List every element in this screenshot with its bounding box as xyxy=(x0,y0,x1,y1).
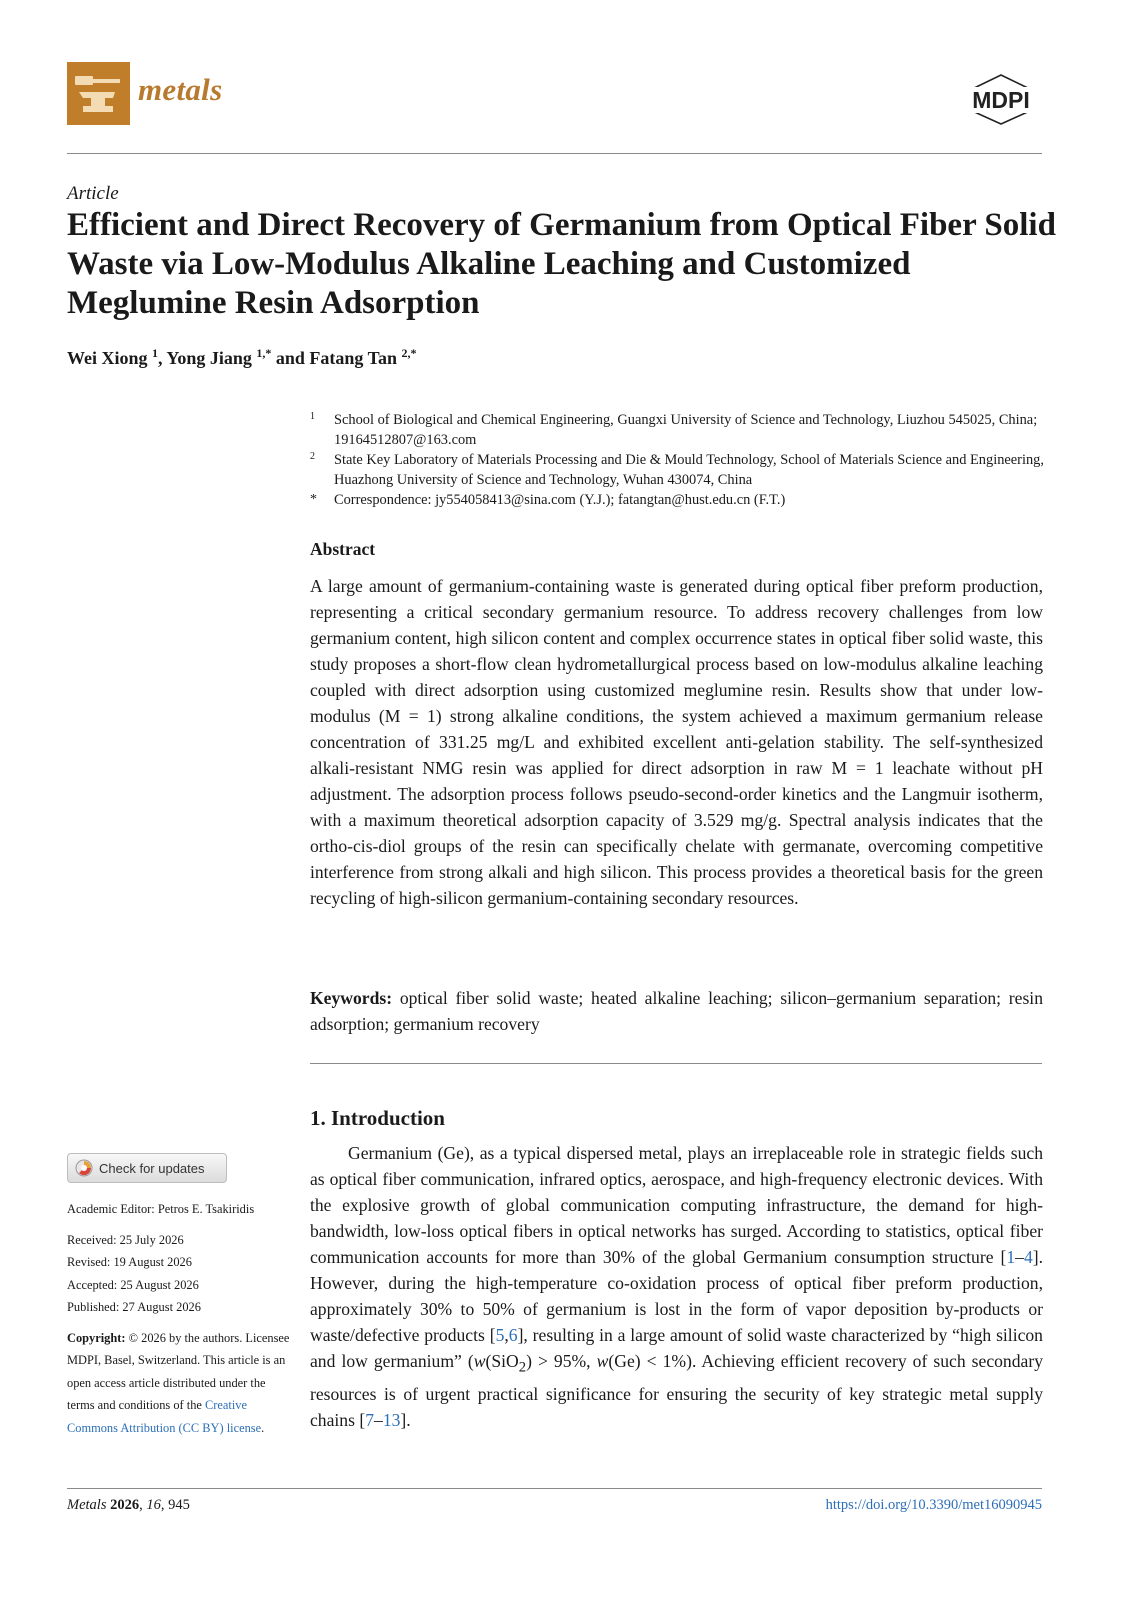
reference-link[interactable]: 7 xyxy=(365,1409,375,1430)
footer-citation xyxy=(67,1497,190,1514)
header-divider xyxy=(67,153,1042,154)
mdpi-logo-text: MDPI xyxy=(972,87,1030,113)
license-link[interactable]: Creative Commons Attribution (CC BY) license xyxy=(67,1398,262,1435)
reference-link[interactable]: 4 xyxy=(1023,1247,1033,1267)
mdpi-logo-icon xyxy=(960,72,1042,126)
reference-link[interactable]: 5 xyxy=(495,1325,505,1345)
reference-link[interactable]: 1 xyxy=(1006,1247,1016,1267)
footer-separator: , xyxy=(160,1497,169,1513)
author-separator: and xyxy=(271,348,310,368)
correspondence-mark: * xyxy=(310,492,317,507)
footer-divider xyxy=(67,1488,1042,1489)
copyright-notice xyxy=(67,1327,292,1440)
check-updates-icon xyxy=(75,1159,93,1177)
publisher-logo xyxy=(960,72,1042,126)
reference-link[interactable]: 6 xyxy=(508,1325,518,1345)
affiliation-list xyxy=(310,410,1045,510)
author-separator: , xyxy=(158,348,167,368)
article-type: Article xyxy=(67,183,119,204)
intro-text-segment: (SiO xyxy=(485,1351,519,1371)
affiliation-text: State Key Laboratory of Materials Processing and Die & Mould Technology, School of Materials Science and Engineering, Huazhong University of Science and Technology, Wuhan 430074, China xyxy=(334,452,1044,488)
keywords-label: Keywords: xyxy=(310,988,393,1008)
footer-article-number: 945 xyxy=(168,1497,190,1513)
correspondence-text: Correspondence: jy554058413@sina.com (Y.J.); fatangtan@hust.edu.cn (F.T.) xyxy=(334,492,786,508)
affiliation-mark: 2 xyxy=(310,451,315,462)
author-list xyxy=(67,346,416,369)
intro-text-segment: ) > 95%, xyxy=(526,1351,597,1371)
author-name: Fatang Tan xyxy=(309,348,397,368)
affiliation-item xyxy=(310,450,1045,490)
received-date: Received: 25 July 2026 xyxy=(67,1232,184,1247)
author-name: Yong Jiang xyxy=(166,348,252,368)
mass-fraction-symbol: w xyxy=(473,1351,486,1371)
footer-separator: , xyxy=(139,1497,147,1513)
accepted-date: Accepted: 25 August 2026 xyxy=(67,1277,199,1292)
author-name: Wei Xiong xyxy=(67,348,148,368)
revised-date: Revised: 19 August 2026 xyxy=(67,1255,192,1269)
reference-link[interactable]: 13 xyxy=(382,1409,401,1430)
reference-dash: – xyxy=(1015,1247,1024,1267)
journal-logo xyxy=(67,62,130,125)
footer-volume: 16 xyxy=(146,1497,161,1513)
academic-editor: Academic Editor: Petros E. Tsakiridis xyxy=(67,1202,255,1216)
intro-text-segment: ]. However, during the high-temperature co-oxidation process of optical fiber preform production, approximately 30% to 50% of germanium is lost in the form of vapor deposition by-products or waste/defective products [ xyxy=(310,1247,1043,1345)
reference-dash: – xyxy=(374,1409,383,1430)
mass-fraction-symbol: w xyxy=(596,1351,609,1371)
check-for-updates-button[interactable] xyxy=(67,1153,227,1183)
introduction-paragraph xyxy=(310,1140,1043,1433)
footer-journal: Metals xyxy=(67,1497,107,1513)
article-info-sidebar xyxy=(67,1198,292,1439)
published-date: Published: 27 August 2026 xyxy=(67,1300,201,1314)
affiliation-text: School of Biological and Chemical Engineering, Guangxi University of Science and Technology, Liuzhou 545025, China; 19164512807@163.com xyxy=(334,412,1038,448)
journal-name: metals xyxy=(138,72,223,107)
correspondence-item xyxy=(310,490,1045,510)
intro-text-segment: ]. xyxy=(400,1409,411,1430)
intro-text-segment: Germanium (Ge), as a typical dispersed metal, plays an irreplaceable role in strategic fields such as optical fiber communication, infrared optics, aerospace, and high-frequency electronic devices. With the explosive growth of global communication computing infrastructure, the demand for high-bandwidth, low-loss optical fibers in optical networks has surged. According to statistics, optical fiber communication accounts for more than 30% of the global Germanium consumption structure [ xyxy=(310,1143,1043,1267)
doi-link[interactable]: https://doi.org/10.3390/met16090945 xyxy=(825,1497,1042,1513)
keywords-divider xyxy=(310,1063,1042,1064)
reference-comma: , xyxy=(504,1325,509,1345)
copyright-end: . xyxy=(261,1420,265,1435)
affiliation-mark: 1 xyxy=(310,411,315,422)
author-affiliation-mark: 1 xyxy=(152,346,159,360)
subscript: 2 xyxy=(518,1359,527,1376)
author-affiliation-mark: 1,* xyxy=(256,346,272,360)
intro-text-segment: ], resulting in a large amount of solid waste characterized by “high silicon and low germanium” ( xyxy=(310,1325,1043,1371)
author-affiliation-mark: 2,* xyxy=(401,346,417,360)
intro-text-segment: (Ge) < 1%). Achieving efficient recovery of such secondary resources is of urgent practical significance for ensuring the security of key strategic metal supply chains [ xyxy=(310,1351,1043,1430)
check-updates-label: Check for updates xyxy=(99,1160,205,1176)
article-title: Efficient and Direct Recovery of Germanium from Optical Fiber Solid Waste via Low-Modulus Alkaline Leaching and Customized Meglumine Resin Adsorption xyxy=(67,207,1056,321)
keywords xyxy=(310,985,1043,1037)
copyright-label: Copyright: xyxy=(67,1330,126,1345)
section-heading-introduction: 1. Introduction xyxy=(310,1106,445,1130)
abstract-heading: Abstract xyxy=(310,539,376,559)
footer-year: 2026 xyxy=(110,1497,140,1513)
copyright-text: © 2026 by the authors. Licensee MDPI, Basel, Switzerland. This article is an open access article distributed under the terms and conditions of the xyxy=(67,1330,290,1412)
keywords-text: optical fiber solid waste; heated alkaline leaching; silicon–germanium separation; resin adsorption; germanium recovery xyxy=(310,988,1043,1034)
affiliation-item xyxy=(310,410,1045,450)
abstract-text: A large amount of germanium-containing waste is generated during optical fiber preform production, representing a critical secondary germanium resource. To address recovery challenges from low germanium content, high silicon content and complex occurrence states in optical fiber solid waste, this study proposes a short-flow clean hydrometallurgical process based on low-modulus alkaline leaching coupled with direct adsorption using customized meglumine resin. Results show that under low-modulus (M = 1) strong alkaline conditions, the system achieved a maximum germanium release concentration of 331.25 mg/L and exhibited excellent anti-gelation stability. The self-synthesized alkali-resistant NMG resin was applied for direct adsorption in raw M = 1 leachate without pH adjustment. The adsorption process follows pseudo-second-order kinetics and the Langmuir isotherm, with a maximum theoretical adsorption capacity of 3.529 mg/g. Spectral analysis indicates that the ortho-cis-diol groups of the resin can specifically chelate with germanate, overcoming competitive interference from strong alkali and high silicon. This process provides a theoretical basis for the green recycling of high-silicon germanium-containing secondary resources. xyxy=(310,576,1043,908)
anvil-hammer-icon xyxy=(67,62,130,125)
